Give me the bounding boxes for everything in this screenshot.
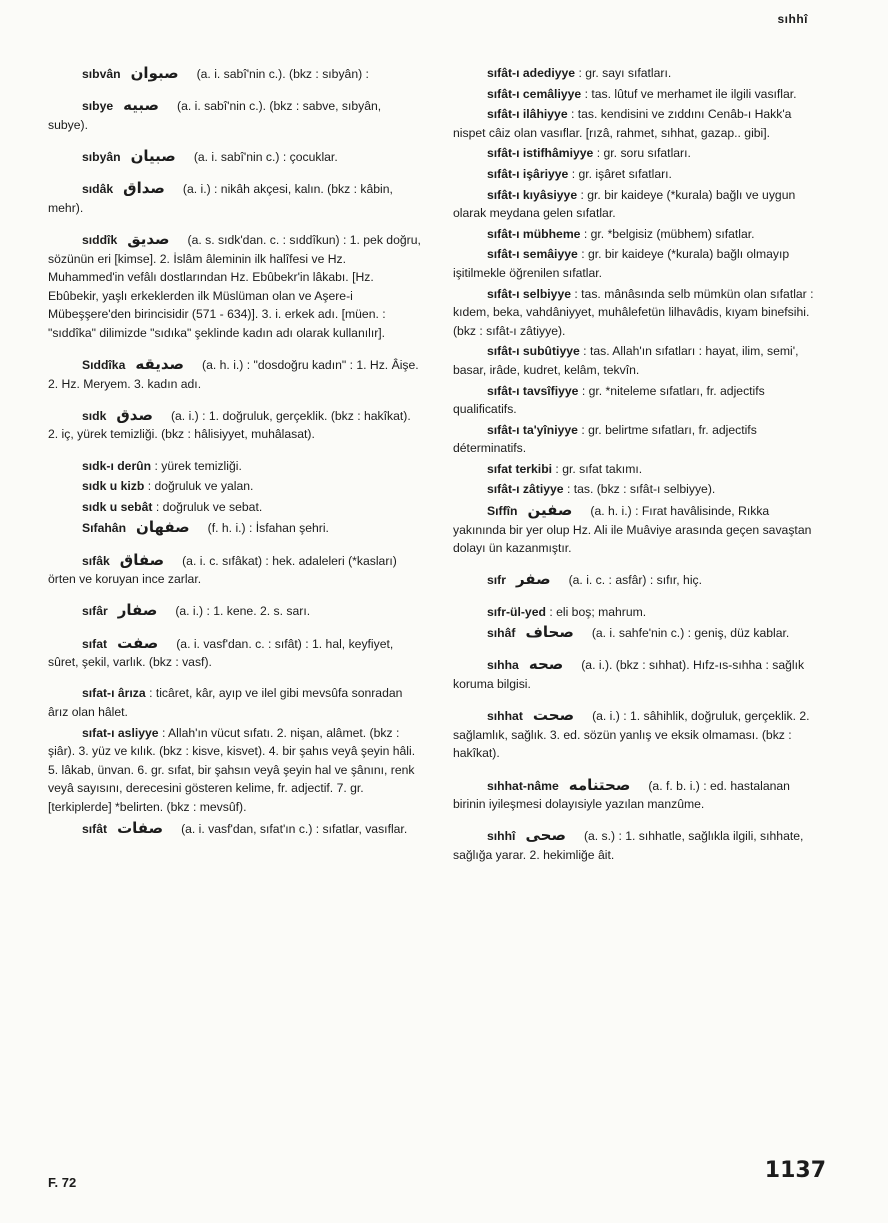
- entry-text: [453, 285, 825, 341]
- dictionary-entry: [453, 570, 825, 590]
- dictionary-entry: [453, 85, 825, 104]
- entry-text: [453, 105, 825, 142]
- dictionary-entry: [453, 826, 825, 864]
- dictionary-entry: [48, 601, 424, 621]
- entry-text: [453, 826, 825, 864]
- dictionary-entry: [48, 64, 424, 84]
- dictionary-entry: [48, 498, 424, 517]
- entry-headword: sıdâk: [82, 182, 114, 197]
- entry-text: [453, 85, 825, 104]
- dictionary-entry: [453, 165, 825, 184]
- entry-text: [453, 603, 825, 622]
- entry-definition: : tas. kendisini ve zıddını Cenâb-ı Hakk'a nispet câiz olan vasıflar. [rızâ, rahmet, sıhhat, gazap.. gibi].: [453, 107, 792, 140]
- entry-definition: : tas. mânâsında selb mümkün olan sıfatlar : kıdem, beka, vahdâniyyet, muhâlefetün lilhavâdis, kıyam binefsihi. (bkz : sıfât-ı zâtiyye).: [453, 286, 814, 338]
- entry-headword: sıhhat-nâme: [487, 778, 559, 793]
- entry-headword: sıhhî: [487, 829, 516, 844]
- dictionary-entry: [48, 230, 424, 343]
- entry-text: [453, 144, 825, 163]
- entry-arabic-script: صحتنامه: [568, 775, 631, 794]
- dictionary-entry: [453, 186, 825, 223]
- entry-text: [453, 570, 825, 590]
- entry-text: [48, 230, 424, 343]
- entry-arabic-script: صحاف: [525, 623, 574, 642]
- dictionary-entry: [453, 285, 825, 341]
- entry-arabic-script: صداق: [123, 179, 165, 198]
- entry-definition: : doğruluk ve yalan.: [147, 479, 254, 494]
- entry-headword: sıfât-ı cemâliyye: [487, 86, 582, 101]
- entry-definition: (a. h. i.) : Fırat havâlisinde, Rıkka yakınında bir yer olup Hz. Ali ile Muâviye arasında geçen savaştan dolayı ün kazanmıştır.: [453, 504, 812, 556]
- entry-text: [48, 724, 424, 817]
- entry-headword: sıfât-ı ilâhiyye: [487, 107, 568, 122]
- entry-headword: sıbye: [82, 99, 114, 114]
- dictionary-entry: [453, 480, 825, 499]
- dictionary-entry: [48, 96, 424, 134]
- entry-text: [453, 776, 825, 814]
- dictionary-entry: [453, 382, 825, 419]
- entry-arabic-script: صفر: [515, 570, 551, 589]
- entry-text: [453, 245, 825, 282]
- entry-headword: sıfat terkibi: [487, 461, 553, 476]
- entry-text: [453, 64, 825, 83]
- entry-headword: sıfâk: [82, 553, 110, 568]
- entry-headword: sıfât-ı işâriyye: [487, 166, 569, 181]
- entry-definition: (a. i.) : nikâh akçesi, kalın. (bkz : kâbin, mehr).: [48, 182, 393, 215]
- dictionary-entry: [453, 245, 825, 282]
- left-column: [48, 64, 424, 851]
- entry-definition: (a. f. b. i.) : ed. hastalanan birinin iyileşmesi dolayısiyle yazılan manzûme.: [453, 778, 790, 812]
- entry-arabic-script: صفات: [117, 818, 164, 837]
- entry-text: [453, 421, 825, 458]
- entry-headword: sıhha: [487, 658, 519, 673]
- entry-definition: (a. h. i.) : "dosdoğru kadın" : 1. Hz. Âişe. 2. Hz. Meryem. 3. kadın adı.: [48, 358, 419, 391]
- entry-definition: (a. s.) : 1. sıhhatle, sağlıkla ilgili, sıhhate, sağlığa yarar. 2. hekimliğe âit.: [453, 829, 804, 862]
- entry-definition: : gr. *niteleme sıfatları, fr. adjectifs qualificatifs.: [453, 383, 765, 417]
- entry-headword: sıfat-ı ârıza: [82, 686, 146, 701]
- entry-headword: Sıfahân: [82, 521, 127, 536]
- entry-headword: sıdk-ı derûn: [82, 458, 152, 473]
- entry-headword: sıfât-ı istifhâmiyye: [487, 146, 594, 161]
- entry-definition: (f. h. i.) : İsfahan şehri.: [207, 521, 329, 536]
- dictionary-entry: [48, 406, 424, 444]
- entry-headword: sıfr-ül-yed: [487, 604, 546, 619]
- entry-definition: : gr. sayı sıfatları.: [578, 66, 672, 80]
- dictionary-entry: [453, 460, 825, 479]
- entry-arabic-script: صديق: [127, 229, 170, 248]
- entry-arabic-script: صبيان: [130, 146, 176, 165]
- entry-arabic-script: صحت: [532, 706, 575, 725]
- dictionary-entry: [453, 706, 825, 763]
- dictionary-entry: [48, 457, 424, 476]
- entry-text: [453, 706, 825, 763]
- entry-definition: (a. i. sabî'nin c.). (bkz : sıbyân) :: [196, 67, 369, 81]
- entry-headword: sıhâf: [487, 626, 516, 641]
- entry-headword: sıfât-ı zâtiyye: [487, 482, 564, 497]
- entry-headword: sıfr: [487, 573, 506, 588]
- dictionary-entry: [48, 355, 424, 393]
- dictionary-entry: [453, 342, 825, 379]
- entry-headword: sıfât-ı selbiyye: [487, 286, 571, 301]
- entry-arabic-script: صحه: [528, 655, 564, 674]
- entry-definition: : gr. soru sıfatları.: [596, 146, 691, 161]
- dictionary-entry: [48, 147, 424, 167]
- dictionary-entry: [48, 518, 424, 538]
- dictionary-entry: [453, 776, 825, 814]
- entry-definition: (a. s. sıdk'dan. c. : sıddîkun) : 1. pek doğru, sözünün eri [kimse]. 2. İslâm âleminin ilk halîfesi ve Hz. Muhammed'in vefâlı dostlarından Hz. Ebûbekr'in lâkabı. [Hz. Ebûbekir, yaşlı erkeklerden ilk Müslüman olan ve Aşere-i Mübeşşere'den birincisidir (571 - 634)]. 3. i. erkek adı. [müen. : "sıddîka" dilimizde "sıdıka" şeklinde kadın adı olarak kullanılır].: [48, 232, 421, 340]
- entry-arabic-script: صدق: [116, 405, 153, 424]
- footer-signature-label: F. 72: [48, 1175, 77, 1190]
- entry-headword: sıfat: [82, 636, 108, 651]
- entry-text: [48, 64, 424, 84]
- entry-definition: : tas. lûtuf ve merhamet ile ilgili vasıflar.: [584, 86, 797, 101]
- entry-text: [48, 96, 424, 134]
- entry-text: [453, 165, 825, 184]
- dictionary-entry: [48, 724, 424, 817]
- entry-text: [48, 819, 424, 839]
- entry-text: [48, 477, 424, 496]
- entry-definition: (a. i. c. : asfâr) : sıfır, hiç.: [568, 573, 703, 588]
- entry-headword: sıfât-ı tavsîfiyye: [487, 383, 579, 398]
- entry-text: [453, 623, 825, 643]
- entry-text: [453, 480, 825, 499]
- entry-arabic-script: صبيه: [123, 96, 160, 115]
- entry-arabic-script: صحى: [525, 826, 566, 845]
- dictionary-entry: [453, 501, 825, 558]
- entry-text: [453, 460, 825, 479]
- entry-definition: : eli boş; mahrum.: [549, 604, 647, 619]
- entry-text: [48, 601, 424, 621]
- entry-text: [453, 655, 825, 693]
- dictionary-entry: [48, 179, 424, 217]
- entry-text: [48, 518, 424, 538]
- entry-headword: sıfât-ı semâiyye: [487, 247, 578, 262]
- entry-arabic-script: صديقه: [135, 355, 185, 374]
- entry-definition: (a. i.). (bkz : sıhhat). Hıfz-ıs-sıhha : sağlık koruma bilgisi.: [453, 658, 805, 691]
- dictionary-entry: [453, 64, 825, 83]
- page-number: 1137: [764, 1158, 826, 1183]
- entry-arabic-script: صفار: [117, 601, 158, 620]
- entry-headword: sıfât: [82, 821, 108, 836]
- entry-headword: sıdk: [82, 408, 107, 423]
- dictionary-entry: [48, 819, 424, 839]
- entry-headword: sıbyân: [82, 149, 121, 164]
- dictionary-entry: [453, 225, 825, 244]
- dictionary-entry: [48, 477, 424, 496]
- dictionary-entry: [453, 603, 825, 622]
- dictionary-entry: [48, 684, 424, 721]
- entry-headword: Sıffîn: [487, 504, 518, 519]
- dictionary-entry: [453, 105, 825, 142]
- entry-definition: (a. i. vasf'dan, sıfat'ın c.) : sıfatlar, vasıflar.: [181, 821, 408, 836]
- entry-definition: : gr. sıfat takımı.: [555, 461, 643, 476]
- entry-definition: (a. i. sabî'nin c.) : çocuklar.: [193, 149, 338, 164]
- entry-definition: : gr. bir kaideye (*kurala) bağlı olmayıp işitilmekle öğrenilen sıfatlar.: [453, 247, 790, 280]
- entry-headword: Sıddîka: [82, 358, 126, 373]
- entry-definition: : gr. belirtme sıfatları, fr. adjectifs déterminatifs.: [453, 422, 757, 456]
- entry-definition: (a. i. c. sıfâkat) : hek. adaleleri (*kasları) örten ve koruyan ince zarlar.: [48, 553, 397, 587]
- entry-headword: sıfât-ı adediyye: [487, 66, 576, 80]
- entry-definition: : yürek temizliği.: [154, 458, 242, 473]
- entry-definition: : gr. işâret sıfatları.: [571, 166, 672, 181]
- entry-text: [48, 355, 424, 393]
- entry-definition: : Allah'ın vücut sıfatı. 2. nişan, alâmet. (bkz : şiâr). 3. yüz ve kılık. (bkz : kisve, kisvet). 4. bir şahıs veyâ şeyin hâli. 5. lâkab, ünvan. 6. gr. sıfat, bir şahsın veyâ şeyin hal ve şânını, renk veyâ sayısını, derecesini gösteren kelime, fr. adjectif. 7. gr. [terkiplerde] *belirten. (bkz : mevsûf).: [48, 725, 416, 814]
- dictionary-entry: [453, 421, 825, 458]
- entry-text: [453, 225, 825, 244]
- entry-arabic-script: صفاق: [119, 550, 165, 569]
- entry-definition: (a. i. vasf'dan. c. : sıfât) : 1. hal, keyfiyet, sûret, şekil, varlık. (bkz : vasf).: [48, 636, 394, 670]
- entry-headword: sıfât-ı ta'yîniyye: [487, 422, 578, 437]
- entry-text: [48, 634, 424, 672]
- dictionary-entry: [48, 634, 424, 672]
- entry-text: [453, 501, 825, 558]
- entry-headword: sıfât-ı subûtiyye: [487, 344, 580, 359]
- entry-text: [48, 498, 424, 517]
- entry-definition: (a. i. sabî'nin c.). (bkz : sabve, sıbyân, subye).: [48, 99, 382, 132]
- dictionary-entry: [453, 623, 825, 643]
- entry-headword: sıdk u sebât: [82, 499, 153, 514]
- entry-headword: sıddîk: [82, 232, 118, 247]
- entry-headword: sıfâr: [82, 604, 108, 619]
- entry-definition: (a. i.) : 1. kene. 2. s. sarı.: [175, 604, 311, 619]
- entry-arabic-script: صبوان: [130, 64, 179, 82]
- right-column: [453, 64, 825, 877]
- dictionary-entry: [453, 144, 825, 163]
- entry-headword: sıbvân: [82, 67, 121, 81]
- running-header-word: sıhhî: [777, 12, 808, 26]
- entry-definition: (a. i. sahfe'nin c.) : geniş, düz kablar.: [591, 626, 790, 641]
- entry-text: [48, 406, 424, 444]
- entry-headword: sıfât-ı mübheme: [487, 226, 581, 241]
- entry-text: [48, 551, 424, 589]
- entry-definition: : tas. Allah'ın sıfatları : hayat, ilim, semi', basar, irâde, kudret, kelâm, tekvîn.: [453, 344, 799, 377]
- entry-text: [48, 457, 424, 476]
- dictionary-entry: [453, 655, 825, 693]
- entry-headword: sıfât-ı kıyâsiyye: [487, 187, 578, 202]
- entry-definition: : tas. (bkz : sıfât-ı selbiyye).: [566, 482, 716, 497]
- entry-definition: (a. i.) : 1. doğruluk, gerçeklik. (bkz : hakîkat). 2. iç, yürek temizliği. (bkz : hâlisiyyet, muhâlasat).: [48, 408, 411, 442]
- entry-arabic-script: صفهان: [136, 518, 190, 537]
- entry-text: [453, 382, 825, 419]
- entry-definition: : gr. bir kaideye (*kurala) bağlı ve uygun olarak meydana gelen sıfatlar.: [453, 187, 796, 221]
- entry-definition: : gr. *belgisiz (mübhem) sıfatlar.: [583, 226, 755, 241]
- dictionary-entry: [48, 551, 424, 589]
- entry-headword: sıhhat: [487, 709, 523, 724]
- entry-text: [48, 147, 424, 167]
- entry-text: [453, 342, 825, 379]
- entry-text: [453, 186, 825, 223]
- entry-text: [48, 684, 424, 721]
- entry-definition: (a. i.) : 1. sâhihlik, doğruluk, gerçeklik. 2. sağlamlık, sağlık. 3. ed. sözün yanlış ve eksik olmaması. (bkz : hakîkat).: [453, 709, 810, 761]
- entry-definition: : doğruluk ve sebat.: [155, 499, 263, 514]
- entry-text: [48, 179, 424, 217]
- entry-definition: : ticâret, kâr, ayıp ve ilel gibi mevsûfa sonradan ârız olan hâlet.: [48, 686, 403, 719]
- entry-headword: sıdk u kizb: [82, 479, 145, 494]
- entry-arabic-script: صفت: [117, 633, 159, 652]
- entry-headword: sıfat-ı asliyye: [82, 725, 159, 740]
- entry-arabic-script: صفين: [527, 501, 573, 520]
